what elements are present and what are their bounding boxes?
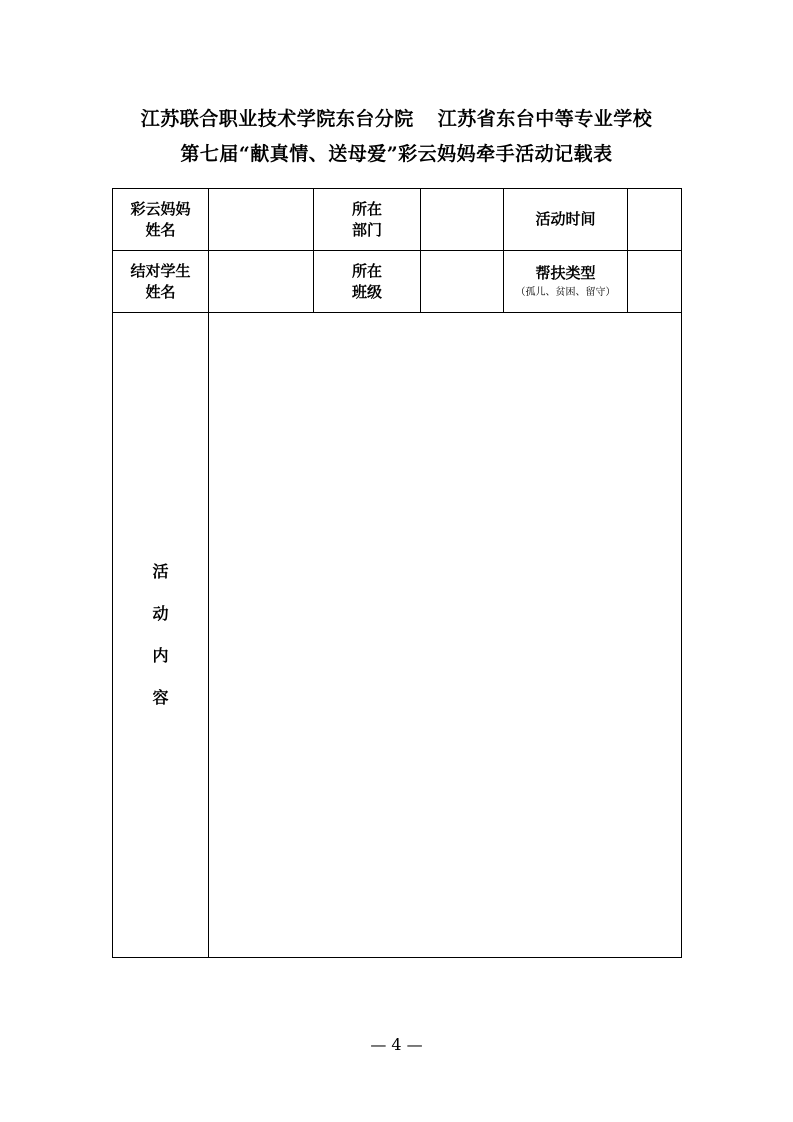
mother-name-field[interactable] bbox=[209, 189, 314, 251]
activity-content-label-char: 内 bbox=[152, 646, 169, 665]
activity-time-label: 活动时间 bbox=[504, 189, 628, 251]
activity-content-label-char: 动 bbox=[152, 604, 169, 623]
student-name-field[interactable] bbox=[209, 251, 314, 313]
student-name-label: 结对学生 姓名 bbox=[113, 251, 209, 313]
activity-content-label-char: 活 bbox=[152, 562, 169, 581]
page-number: — 4 — bbox=[370, 1035, 423, 1054]
form-row-content bbox=[113, 313, 682, 958]
class-field[interactable] bbox=[421, 251, 504, 313]
school-name-1: 江苏联合职业技术学院东台分院 bbox=[140, 108, 414, 130]
form-row-student bbox=[113, 251, 682, 313]
department-field[interactable] bbox=[421, 189, 504, 251]
school-name-2: 江苏省东台中等专业学校 bbox=[437, 108, 653, 130]
aid-type-note: （孤儿、贫困、留守） bbox=[515, 287, 616, 298]
activity-content-field[interactable] bbox=[209, 313, 682, 958]
activity-record-form bbox=[112, 188, 682, 958]
class-label: 所在 班级 bbox=[314, 251, 421, 313]
activity-content-label-char: 容 bbox=[152, 688, 169, 707]
activity-content-label bbox=[113, 313, 209, 958]
document-title-line-2: 第七届“献真情、送母爱”彩云妈妈牵手活动记载表 bbox=[180, 143, 613, 165]
form-row-mother bbox=[113, 189, 682, 251]
aid-type-label: 帮扶类型 （孤儿、贫困、留守） bbox=[504, 251, 628, 313]
document-title-line-1 bbox=[0, 104, 793, 131]
department-label: 所在 部门 bbox=[314, 189, 421, 251]
activity-time-field[interactable] bbox=[628, 189, 682, 251]
mother-name-label: 彩云妈妈 姓名 bbox=[113, 189, 209, 251]
aid-type-field[interactable] bbox=[628, 251, 682, 313]
